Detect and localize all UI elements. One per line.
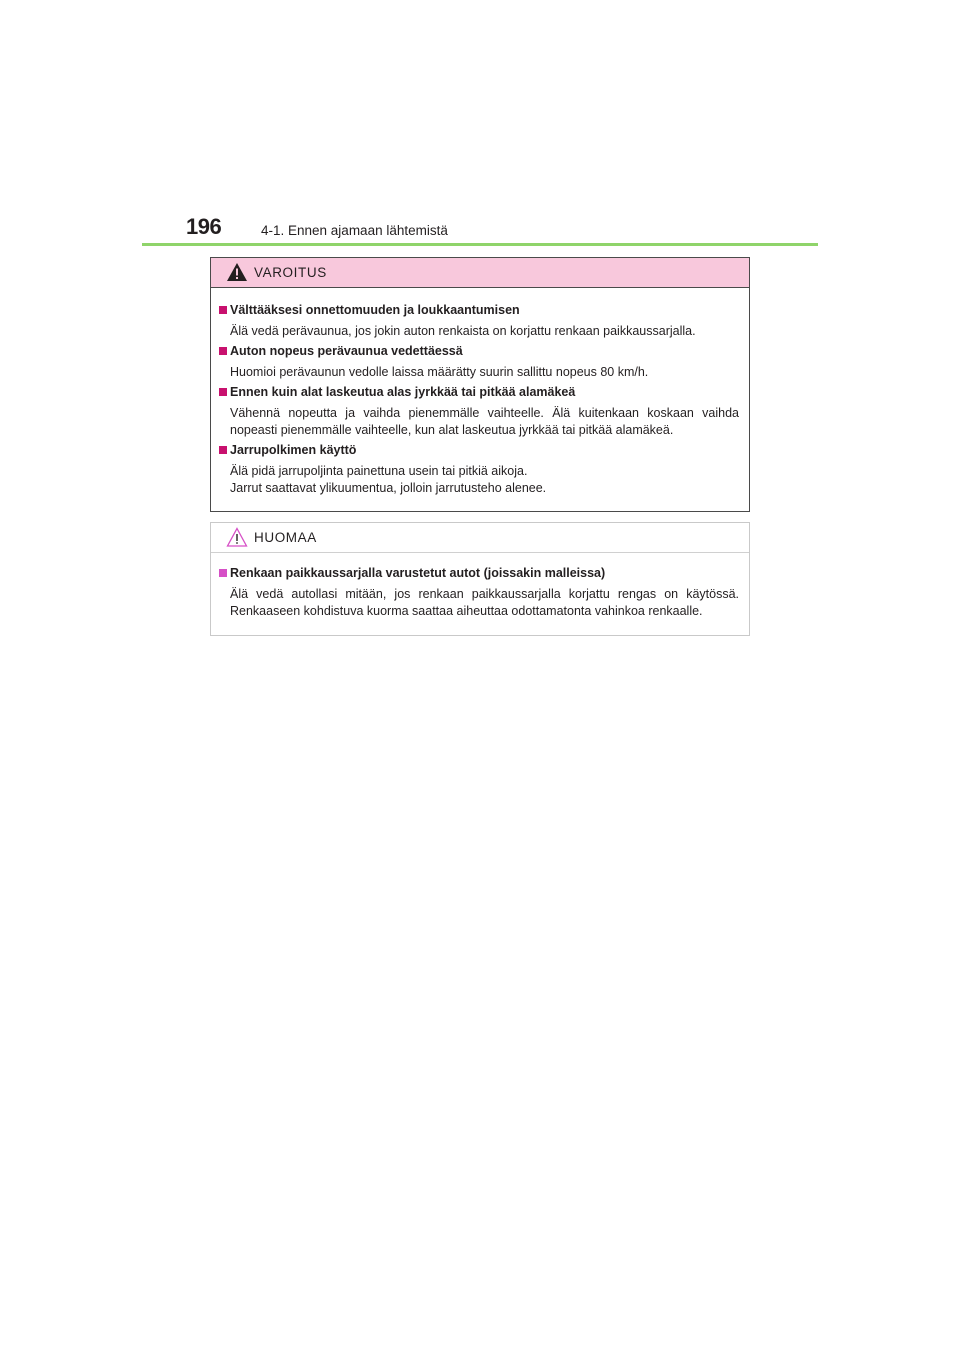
warning-box	[210, 257, 750, 512]
warning-item-line: Älä vedä perävaunua, jos jokin auton renkaista on korjattu renkaan paikkaussarjalla.	[230, 324, 696, 338]
warning-item	[219, 302, 739, 340]
warning-item-heading	[219, 302, 739, 319]
warning-item-line: Huomioi perävaunun vedolle laissa määrätty suurin sallittu nopeus 80 km/h.	[230, 365, 649, 379]
warning-item-text	[219, 405, 739, 439]
section-title: 4-1. Ennen ajamaan lähtemistä	[261, 223, 448, 238]
warning-item-heading-text: Ennen kuin alat laskeutua alas jyrkkää tai pitkää alamäkeä	[230, 385, 576, 399]
warning-item-heading-text: Auton nopeus perävaunua vedettäessä	[230, 344, 463, 358]
notice-item-text	[219, 586, 739, 620]
warning-item-text	[219, 323, 739, 340]
notice-box-body	[211, 553, 749, 620]
square-bullet-icon	[219, 388, 227, 396]
warning-item	[219, 442, 739, 497]
notice-box	[210, 522, 750, 636]
warning-item-heading-text: Jarrupolkimen käyttö	[230, 443, 357, 457]
warning-item-text	[219, 364, 739, 381]
caution-triangle-outline-icon	[226, 527, 248, 547]
warning-item-heading-text: Välttääksesi onnettomuuden ja loukkaantumisen	[230, 303, 520, 317]
warning-item-text	[219, 463, 739, 497]
warning-item-line: Jarrut saattavat ylikuumentua, jolloin jarrutusteho alenee.	[230, 481, 547, 495]
page-number: 196	[186, 214, 222, 239]
square-bullet-icon	[219, 306, 227, 314]
warning-item-line: Älä pidä jarrupoljinta painettuna usein tai pitkiä aikoja.	[230, 464, 528, 478]
notice-title: HUOMAA	[254, 530, 317, 545]
notice-box-header	[211, 523, 749, 553]
square-bullet-icon	[219, 347, 227, 355]
warning-box-body	[211, 288, 749, 497]
warning-title: VAROITUS	[254, 265, 327, 280]
warning-triangle-icon	[226, 262, 248, 282]
square-bullet-icon	[219, 569, 227, 577]
square-bullet-icon	[219, 446, 227, 454]
notice-item-heading	[219, 565, 739, 582]
header-rule	[142, 243, 818, 246]
warning-item-heading	[219, 384, 739, 401]
warning-item	[219, 343, 739, 381]
notice-item-line: Älä vedä autollasi mitään, jos renkaan paikkaussarjalla korjattu rengas on käytössä. Renkaaseen kohdistuva kuorma saattaa aiheuttaa odottamatonta vahinkoa renkaalle.	[230, 587, 739, 618]
notice-item	[219, 565, 739, 620]
notice-item-heading-text: Renkaan paikkaussarjalla varustetut autot (joissakin malleissa)	[230, 566, 606, 580]
warning-item	[219, 384, 739, 439]
warning-item-heading	[219, 343, 739, 360]
warning-box-header	[211, 258, 749, 288]
warning-item-heading	[219, 442, 739, 459]
warning-item-line: Vähennä nopeutta ja vaihda pienemmälle vaihteelle. Älä kuitenkaan koskaan vaihda nopeasti pienemmälle vaihteelle, kun alat laskeutua jyrkkää tai pitkää alamäkeä.	[230, 406, 739, 437]
